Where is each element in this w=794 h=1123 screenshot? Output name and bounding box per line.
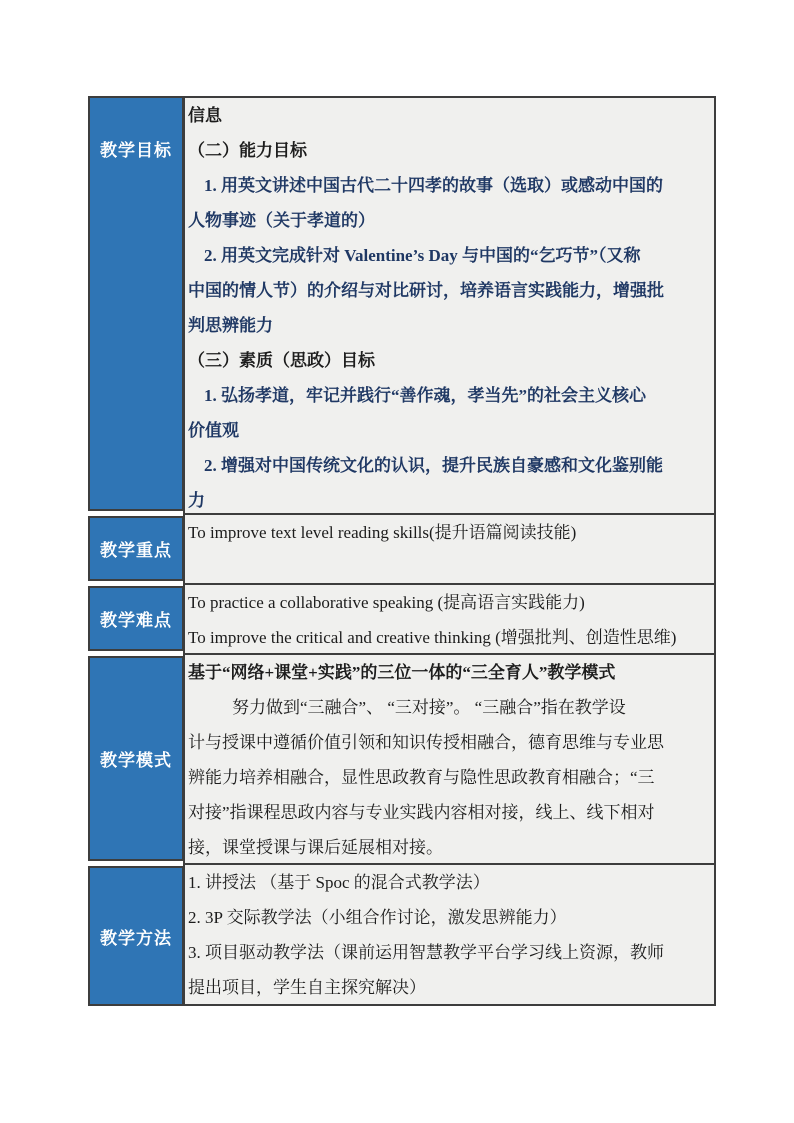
text-line: 判思辨能力: [188, 316, 273, 335]
text-line: To improve the critical and creative thinking (增强批判、创造性思维): [188, 628, 677, 647]
label-text-difficult-points: 教学难点: [100, 611, 172, 630]
text-line: 信息: [188, 106, 222, 125]
text-line: （三）素质（思政）目标: [188, 351, 375, 370]
text-line: 力: [188, 491, 205, 510]
text-line: 辨能力培养相融合，显性思政教育与隐性思政教育相融合；“三: [188, 768, 655, 787]
text-line: To improve text level reading skills(提升语篇阅读技能): [188, 523, 577, 542]
label-cell-teaching-model: [88, 656, 184, 861]
text-line: 接，课堂授课与课后延展相对接。: [188, 838, 443, 857]
content-cell-objectives: [183, 96, 716, 513]
content-cell-teaching-methods: [183, 863, 716, 1006]
paragraph-difficult-points-1: [188, 620, 712, 653]
label-cell-teaching-methods: [88, 866, 184, 1006]
text-line: 1. 讲授法 （基于 Spoc 的混合式教学法）: [188, 873, 490, 892]
label-text-teaching-methods: 教学方法: [100, 928, 172, 948]
text-line: 1. 弘扬孝道，牢记并践行“善作魂，孝当先”的社会主义核心: [204, 386, 646, 405]
label-cell-difficult-points: [88, 586, 184, 651]
text-line: 人物事迹（关于孝道的）: [188, 211, 375, 230]
text-line: 2. 增强对中国传统文化的认识，提升民族自豪感和文化鉴别能: [204, 456, 663, 475]
text-line: 价值观: [188, 421, 239, 440]
paragraph-teaching-model-1: [188, 690, 712, 863]
paragraph-objectives-0: [188, 98, 712, 133]
paragraph-teaching-methods-1: [188, 900, 712, 935]
paragraph-objectives-1: [188, 133, 712, 168]
paragraph-key-points-0: [188, 515, 712, 550]
text-line: 2. 3P 交际教学法（小组合作讨论，激发思辨能力）: [188, 908, 567, 927]
text-line: 对接”指课程思政内容与专业实践内容相对接，线上、线下相对: [188, 803, 655, 822]
text-line: 基于“网络+课堂+实践”的三位一体的“三全育人”教学模式: [188, 663, 616, 682]
paragraph-objectives-3: [188, 238, 712, 343]
label-cell-key-points: [88, 516, 184, 581]
paragraph-objectives-5: [188, 378, 712, 448]
lesson-plan-table: [88, 96, 716, 1006]
paragraph-objectives-2: [188, 168, 712, 238]
text-line: 2. 用英文完成针对 Valentine’s Day 与中国的“乞巧节”（又称: [204, 246, 641, 265]
label-text-teaching-model: 教学模式: [100, 751, 172, 770]
paragraph-teaching-model-0: [188, 655, 712, 690]
label-text-objectives: 教学目标: [100, 141, 172, 160]
text-line: 中国的情人节）的介绍与对比研讨，培养语言实践能力，增强批: [188, 281, 664, 300]
text-line: 提出项目，学生自主探究解决）: [188, 978, 426, 997]
text-line: To practice a collaborative speaking (提高语言实践能力): [188, 593, 585, 612]
paragraph-difficult-points-0: [188, 585, 712, 620]
label-cell-objectives: [88, 96, 184, 511]
text-line: 1. 用英文讲述中国古代二十四孝的故事（选取）或感动中国的: [204, 176, 663, 195]
label-text-key-points: 教学重点: [100, 541, 172, 560]
paragraph-objectives-6: [188, 448, 712, 513]
text-line: （二）能力目标: [188, 141, 307, 160]
content-cell-teaching-model: [183, 653, 716, 863]
content-cell-difficult-points: [183, 583, 716, 653]
paragraph-teaching-methods-0: [188, 865, 712, 900]
content-cell-key-points: [183, 513, 716, 583]
text-line: 努力做到“三融合”、 “三对接”。 “三融合”指在教学设: [232, 698, 626, 717]
paragraph-objectives-4: [188, 343, 712, 378]
paragraph-teaching-methods-2: [188, 935, 712, 1005]
text-line: 计与授课中遵循价值引领和知识传授相融合，德育思维与专业思: [188, 733, 664, 752]
text-line: 3. 项目驱动教学法（课前运用智慧教学平台学习线上资源，教师: [188, 943, 664, 962]
